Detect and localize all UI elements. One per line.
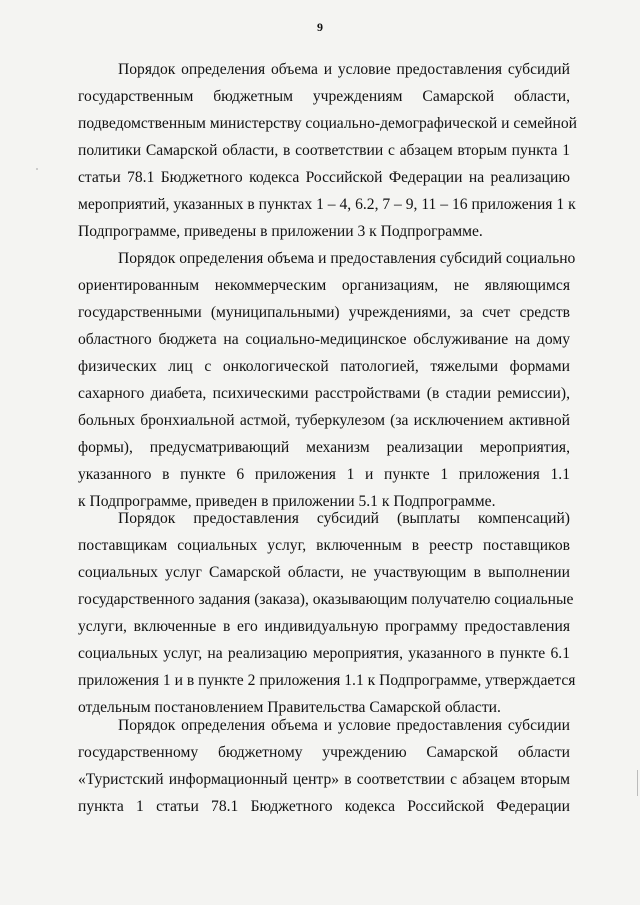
- paragraph-line: указанного в пункте 6 приложения 1 и пункте 1 приложения 1.1: [78, 466, 570, 483]
- paragraph-line: приложения 1 и в пункте 2 приложения 1.1 к Подпрограмме, утверждается: [78, 672, 576, 689]
- paragraph-line: социальных услуг Самарской области, не участвующим в выполнении: [78, 564, 570, 581]
- scan-speck: [36, 168, 38, 170]
- paragraph-line: Порядок определения объема и условие предоставления субсидии: [118, 717, 570, 734]
- paragraph-line: поставщикам социальных услуг, включенным в реестр поставщиков: [78, 537, 570, 554]
- paragraph-1: [78, 56, 577, 245]
- paragraph-line: государственными (муниципальными) учреждениями, за счет средств: [78, 304, 570, 321]
- paragraph-line: статьи 78.1 Бюджетного кодекса Российской Федерации на реализацию: [78, 169, 570, 186]
- paragraph-line: Порядок определения объема и предоставления субсидий социально: [118, 250, 576, 267]
- paragraph-line: государственным бюджетным учреждениям Самарской области,: [78, 88, 570, 105]
- paragraph-line: формы), предусматривающий механизм реализации мероприятия,: [78, 439, 570, 456]
- paragraph-line: больных бронхиальной астмой, туберкулезом (за исключением активной: [78, 412, 570, 429]
- paragraph-line: отдельным постановлением Правительства Самарской области.: [78, 699, 501, 716]
- paragraph-line: государственного задания (заказа), оказывающим получателю социальные: [78, 591, 574, 608]
- paragraph-line: Порядок определения объема и условие предоставления субсидий: [118, 61, 570, 78]
- paragraph-line: мероприятий, указанных в пунктах 1 – 4, 6.2, 7 – 9, 11 – 16 приложения 1 к: [78, 196, 576, 213]
- paragraph-line: пункта 1 статьи 78.1 Бюджетного кодекса Российской Федерации: [78, 798, 570, 815]
- paragraph-2: [78, 245, 576, 515]
- paragraph-4: [78, 712, 570, 820]
- paragraph-line: политики Самарской области, в соответствии с абзацем вторым пункта 1: [78, 142, 570, 159]
- paragraph-line: государственному бюджетному учреждению Самарской области: [78, 744, 570, 761]
- paragraph-line: подведомственным министерству социально-демографической и семейной: [78, 115, 577, 132]
- paragraph-line: Подпрограмме, приведены в приложении 3 к Подпрограмме.: [78, 223, 483, 240]
- paragraph-line: физических лиц с онкологической патологией, тяжелыми формами: [78, 358, 570, 375]
- paragraph-3: [78, 505, 576, 721]
- paragraph-line: «Туристский информационный центр» в соответствии с абзацем вторым: [78, 771, 570, 788]
- paragraph-line: сахарного диабета, психическими расстройствами (в стадии ремиссии),: [78, 385, 570, 402]
- paragraph-line: услуги, включенные в его индивидуальную программу предоставления: [78, 618, 570, 635]
- paragraph-line: социальных услуг, на реализацию мероприятия, указанного в пункте 6.1: [78, 645, 570, 662]
- scan-edge-mark: [637, 770, 638, 796]
- page-number: 9: [317, 20, 323, 34]
- paragraph-line: областного бюджета на социально-медицинское обслуживание на дому: [78, 331, 570, 348]
- paragraph-line: ориентированным некоммерческим организациям, не являющимся: [78, 277, 570, 294]
- paragraph-line: к Подпрограмме, приведен в приложении 5.1 к Подпрограмме.: [78, 493, 496, 510]
- paragraph-line: Порядок предоставления субсидий (выплаты компенсаций): [118, 510, 570, 527]
